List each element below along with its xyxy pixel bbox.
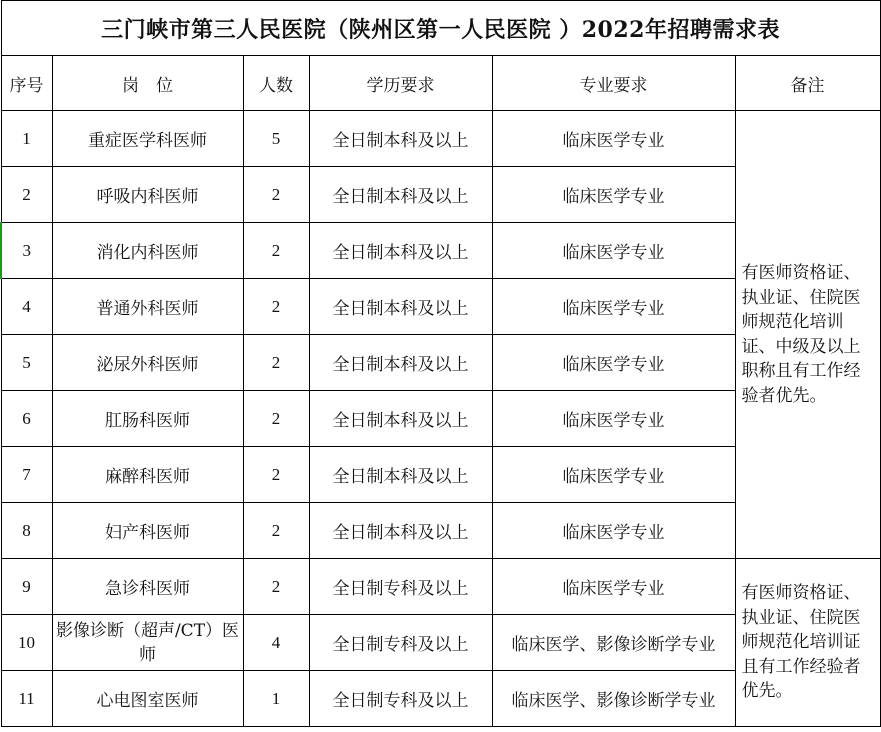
row-education: 全日制专科及以上 — [309, 671, 492, 727]
row-count: 4 — [243, 615, 309, 671]
row-index: 6 — [1, 391, 52, 447]
row-major: 临床医学专业 — [492, 503, 735, 559]
row-education: 全日制本科及以上 — [309, 111, 492, 167]
header-position: 岗 位 — [52, 56, 243, 111]
table-row — [1, 559, 880, 615]
row-position: 心电图室医师 — [52, 671, 243, 727]
row-index: 8 — [1, 503, 52, 559]
row-major: 临床医学专业 — [492, 559, 735, 615]
notes-group-1: 有医师资格证、执业证、住院医师规范化培训证、中级及以上职称且有工作经验者优先。 — [735, 111, 880, 559]
row-major: 临床医学专业 — [492, 391, 735, 447]
row-count: 2 — [243, 447, 309, 503]
row-index: 1 — [1, 111, 52, 167]
row-education: 全日制专科及以上 — [309, 615, 492, 671]
header-row — [1, 56, 880, 111]
row-count: 2 — [243, 167, 309, 223]
row-education: 全日制本科及以上 — [309, 447, 492, 503]
table-row — [1, 111, 880, 167]
row-position: 影像诊断（超声/CT）医师 — [52, 615, 243, 671]
row-count: 1 — [243, 671, 309, 727]
page-title: 三门峡市第三人民医院（陕州区第一人民医院 ）2022年招聘需求表 — [1, 1, 880, 56]
row-position: 麻醉科医师 — [52, 447, 243, 503]
title-row — [1, 1, 880, 56]
row-count: 2 — [243, 503, 309, 559]
row-index: 3 — [1, 223, 52, 279]
row-position: 妇产科医师 — [52, 503, 243, 559]
row-education: 全日制本科及以上 — [309, 391, 492, 447]
row-count: 5 — [243, 111, 309, 167]
row-index: 11 — [1, 671, 52, 727]
row-education: 全日制本科及以上 — [309, 335, 492, 391]
row-major: 临床医学专业 — [492, 279, 735, 335]
header-index: 序号 — [1, 56, 52, 111]
row-major: 临床医学、影像诊断学专业 — [492, 615, 735, 671]
header-notes: 备注 — [735, 56, 880, 111]
row-index: 5 — [1, 335, 52, 391]
row-major: 临床医学专业 — [492, 111, 735, 167]
row-index: 10 — [1, 615, 52, 671]
row-position: 泌尿外科医师 — [52, 335, 243, 391]
header-count: 人数 — [243, 56, 309, 111]
header-education: 学历要求 — [309, 56, 492, 111]
row-index: 9 — [1, 559, 52, 615]
row-major: 临床医学专业 — [492, 167, 735, 223]
row-index: 7 — [1, 447, 52, 503]
row-index: 4 — [1, 279, 52, 335]
row-education: 全日制本科及以上 — [309, 503, 492, 559]
row-position: 急诊科医师 — [52, 559, 243, 615]
row-position: 消化内科医师 — [52, 223, 243, 279]
row-education: 全日制本科及以上 — [309, 167, 492, 223]
row-count: 2 — [243, 223, 309, 279]
row-position: 重症医学科医师 — [52, 111, 243, 167]
row-count: 2 — [243, 335, 309, 391]
row-education: 全日制本科及以上 — [309, 279, 492, 335]
row-major: 临床医学专业 — [492, 447, 735, 503]
row-education: 全日制本科及以上 — [309, 223, 492, 279]
row-major: 临床医学、影像诊断学专业 — [492, 671, 735, 727]
row-position: 普通外科医师 — [52, 279, 243, 335]
row-count: 2 — [243, 279, 309, 335]
row-major: 临床医学专业 — [492, 335, 735, 391]
row-education: 全日制专科及以上 — [309, 559, 492, 615]
row-count: 2 — [243, 559, 309, 615]
row-index: 2 — [1, 167, 52, 223]
row-position: 呼吸内科医师 — [52, 167, 243, 223]
notes-group-2: 有医师资格证、执业证、住院医师规范化培训证且有工作经验者优先。 — [735, 559, 880, 727]
row-count: 2 — [243, 391, 309, 447]
header-major: 专业要求 — [492, 56, 735, 111]
row-position: 肛肠科医师 — [52, 391, 243, 447]
row-major: 临床医学专业 — [492, 223, 735, 279]
